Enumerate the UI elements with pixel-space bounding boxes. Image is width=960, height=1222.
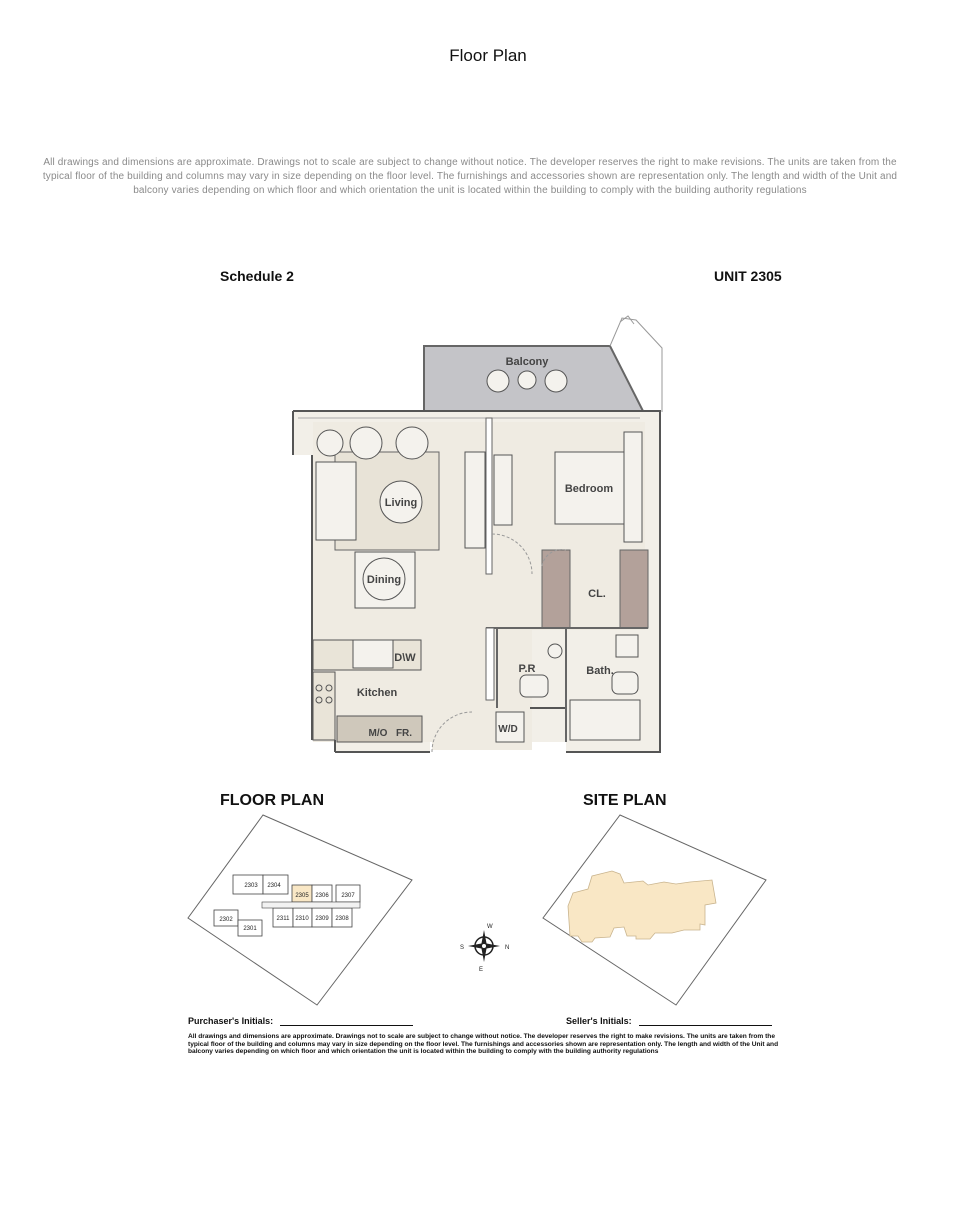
key-unit-label: 2311 <box>276 916 290 922</box>
sink-pr <box>548 644 562 658</box>
purchaser-initials <box>188 1016 413 1026</box>
disclaimer-bottom: All drawings and dimensions are approximate. Drawings not to scale are subject to change without notice. The developer reserves the right to make revisions. The units are taken from the typical floor of the building and columns may vary in size depending on the floor level. The furnishings and accessories shown are representation only. The length and width of the Unit and balcony varies depending on which floor and which orientation the unit is located within the building to comply with the building authority regulations <box>188 1033 779 1056</box>
room-label-kitchen: Kitchen <box>356 687 398 699</box>
page-title: Floor Plan <box>449 46 527 65</box>
tv-unit <box>465 452 485 548</box>
key-unit-label: 2304 <box>267 883 281 889</box>
balcony-table <box>518 371 536 389</box>
room-label-balcony: Balcony <box>505 356 549 368</box>
seller-initials-label: Seller's Initials: <box>566 1016 632 1026</box>
balcony-chair-right <box>545 370 567 392</box>
compass-north: W <box>487 924 493 930</box>
key-unit-label: 2301 <box>243 926 257 932</box>
key-unit-label: 2305 <box>295 893 309 899</box>
site-key-plan <box>540 810 772 1010</box>
compass-west: S <box>460 945 465 951</box>
toilet-pr <box>520 675 548 697</box>
key-unit-label: 2307 <box>341 893 355 899</box>
wardrobe <box>494 455 512 525</box>
key-unit-label: 2310 <box>295 916 309 922</box>
key-unit-label: 2303 <box>244 883 258 889</box>
cooktop <box>313 672 335 740</box>
floor-key-plan <box>185 810 417 1010</box>
lamp-table <box>317 430 343 456</box>
sink-bath <box>616 635 638 657</box>
shower <box>570 700 640 740</box>
purchaser-initials-field[interactable] <box>280 1016 413 1026</box>
room-label-dining: Dining <box>366 574 402 586</box>
room-label-bath: Bath. <box>586 665 614 677</box>
sofa <box>316 462 356 540</box>
compass-south: E <box>479 967 484 973</box>
armchair-left <box>350 427 382 459</box>
unit-label: UNIT 2305 <box>714 268 782 284</box>
disclaimer-top: All drawings and dimensions are approximate. Drawings not to scale are subject to change without notice. The developer reserves the right to make revisions. The units are taken from the typical floor of the building and columns may vary in size depending on the floor level. The furnishings and accessories shown are representation only. The length and width of the Unit and balcony varies depending on which floor and which orientation the unit is located within the building to comply with the building authority regulations <box>42 157 898 196</box>
room-label-washer-dryer: W/D <box>498 724 518 735</box>
armchair-right <box>396 427 428 459</box>
bed-side-cabinet <box>624 432 642 542</box>
room-label-closet: CL. <box>588 588 606 600</box>
room-label-dishwasher: D\W <box>394 652 416 664</box>
kitchen-sink <box>353 640 393 668</box>
key-unit-label: 2302 <box>219 917 233 923</box>
building-footprint <box>568 871 716 942</box>
seller-initials-field[interactable] <box>639 1016 772 1026</box>
room-label-powder-room: P.R <box>518 663 536 675</box>
purchaser-initials-label: Purchaser's Initials: <box>188 1016 274 1026</box>
key-unit-label: 2309 <box>315 916 329 922</box>
unit-floor-plan <box>280 300 680 760</box>
closet-left <box>542 550 570 628</box>
compass-east: N <box>505 945 510 951</box>
closet-right <box>620 550 648 628</box>
schedule-label: Schedule 2 <box>220 268 294 284</box>
toilet-bath <box>612 672 638 694</box>
room-label-microwave: M/O <box>368 728 388 739</box>
room-label-living: Living <box>384 497 418 509</box>
key-unit-label: 2308 <box>335 916 349 922</box>
balcony-corner <box>620 316 634 324</box>
key-unit-label: 2306 <box>315 893 329 899</box>
seller-initials <box>566 1016 772 1026</box>
site-plan-heading: SITE PLAN <box>583 792 667 809</box>
room-label-fridge: FR. <box>395 728 413 739</box>
balcony-chair-left <box>487 370 509 392</box>
compass-icon <box>458 918 518 978</box>
floor-plan-heading: FLOOR PLAN <box>220 792 324 809</box>
room-label-bedroom: Bedroom <box>564 483 614 495</box>
